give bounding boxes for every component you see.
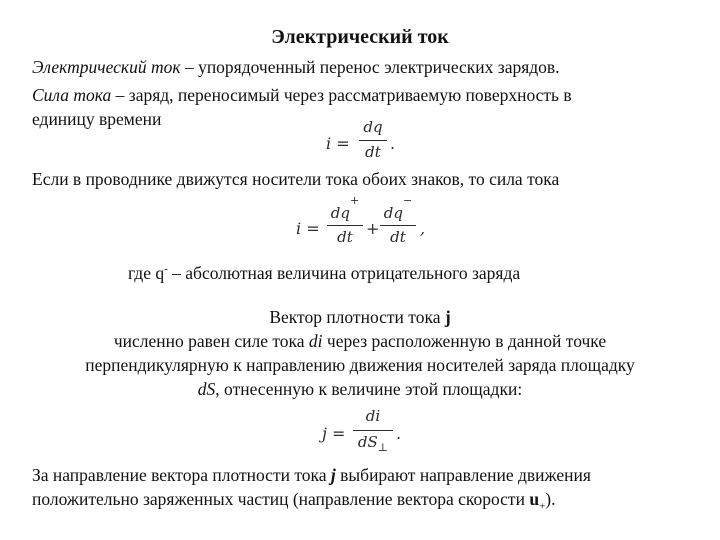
fraction-bar <box>380 225 416 226</box>
formula-current-fraction <box>359 118 387 164</box>
term-electric-current: Электрический ток <box>32 57 181 77</box>
formula-current <box>326 118 406 164</box>
formula2-denominator-negative: dt <box>390 228 406 246</box>
formula2-denominator-positive: dt <box>337 228 353 246</box>
term-current-strength: Сила тока <box>32 85 112 105</box>
formula3-numerator: di <box>365 407 381 425</box>
formula2-numerator-positive: dq+ <box>330 194 360 222</box>
current-density-line4: dS, отнесенную к величине этой площадки: <box>197 379 523 399</box>
page-title: Электрический ток <box>271 26 449 48</box>
formula2-fraction-negative <box>380 194 416 250</box>
formula2-numerator-negative: dq− <box>383 194 413 222</box>
formula-current-numerator: dq <box>363 118 383 136</box>
formula2-fraction-positive <box>327 194 363 250</box>
fraction-bar <box>359 140 387 141</box>
both-signs-paragraph: Если в проводнике движутся носители тока обоих знаков, то сила тока <box>32 169 560 189</box>
definition-current-strength <box>32 84 572 106</box>
definition-current <box>32 56 560 78</box>
current-density-heading: Вектор плотности тока j <box>269 307 451 327</box>
formula-current-lhs: i = <box>326 134 350 153</box>
formula2-comma: , <box>420 219 426 238</box>
formula-current-both-signs <box>296 194 436 250</box>
direction-paragraph-line1: За направление вектора плотности тока j выбирают направление движения <box>32 465 591 485</box>
negative-charge-note: где q- – абсолютная величина отрицательного заряда <box>128 262 521 283</box>
current-density-line3: перпендикулярную к направлению движения носителей заряда площадку <box>85 355 635 375</box>
definition-current-text: – упорядоченный перенос электрических зарядов. <box>180 57 560 77</box>
formula2-lhs: i = <box>296 219 320 238</box>
fraction-bar <box>353 430 393 431</box>
velocity-vector-symbol: u <box>529 489 540 509</box>
formula-current-period: . <box>390 134 396 153</box>
formula3-lhs: j = <box>322 424 346 443</box>
formula3-denominator: $dS_\perp$ <box>357 433 389 454</box>
formula2-plus: + <box>366 219 380 238</box>
formula3-fraction <box>353 407 393 455</box>
current-density-line2: численно равен силе тока di через расположенную в данной точке <box>113 331 607 351</box>
formula-current-denominator: dt <box>365 143 381 161</box>
definition-current-strength-line2: единицу времени <box>32 109 162 129</box>
vector-j-symbol: j <box>444 307 451 327</box>
definition-current-strength-text: – заряд, переносимый через рассматриваемую поверхность в <box>111 85 572 105</box>
vector-j-symbol-italic: j <box>330 465 336 485</box>
formula3-period: . <box>396 424 402 443</box>
direction-paragraph-line2: положительно заряженных частиц (направление вектора скорости $u_+$). <box>32 489 556 513</box>
formula-current-density <box>322 407 414 455</box>
fraction-bar <box>327 225 363 226</box>
